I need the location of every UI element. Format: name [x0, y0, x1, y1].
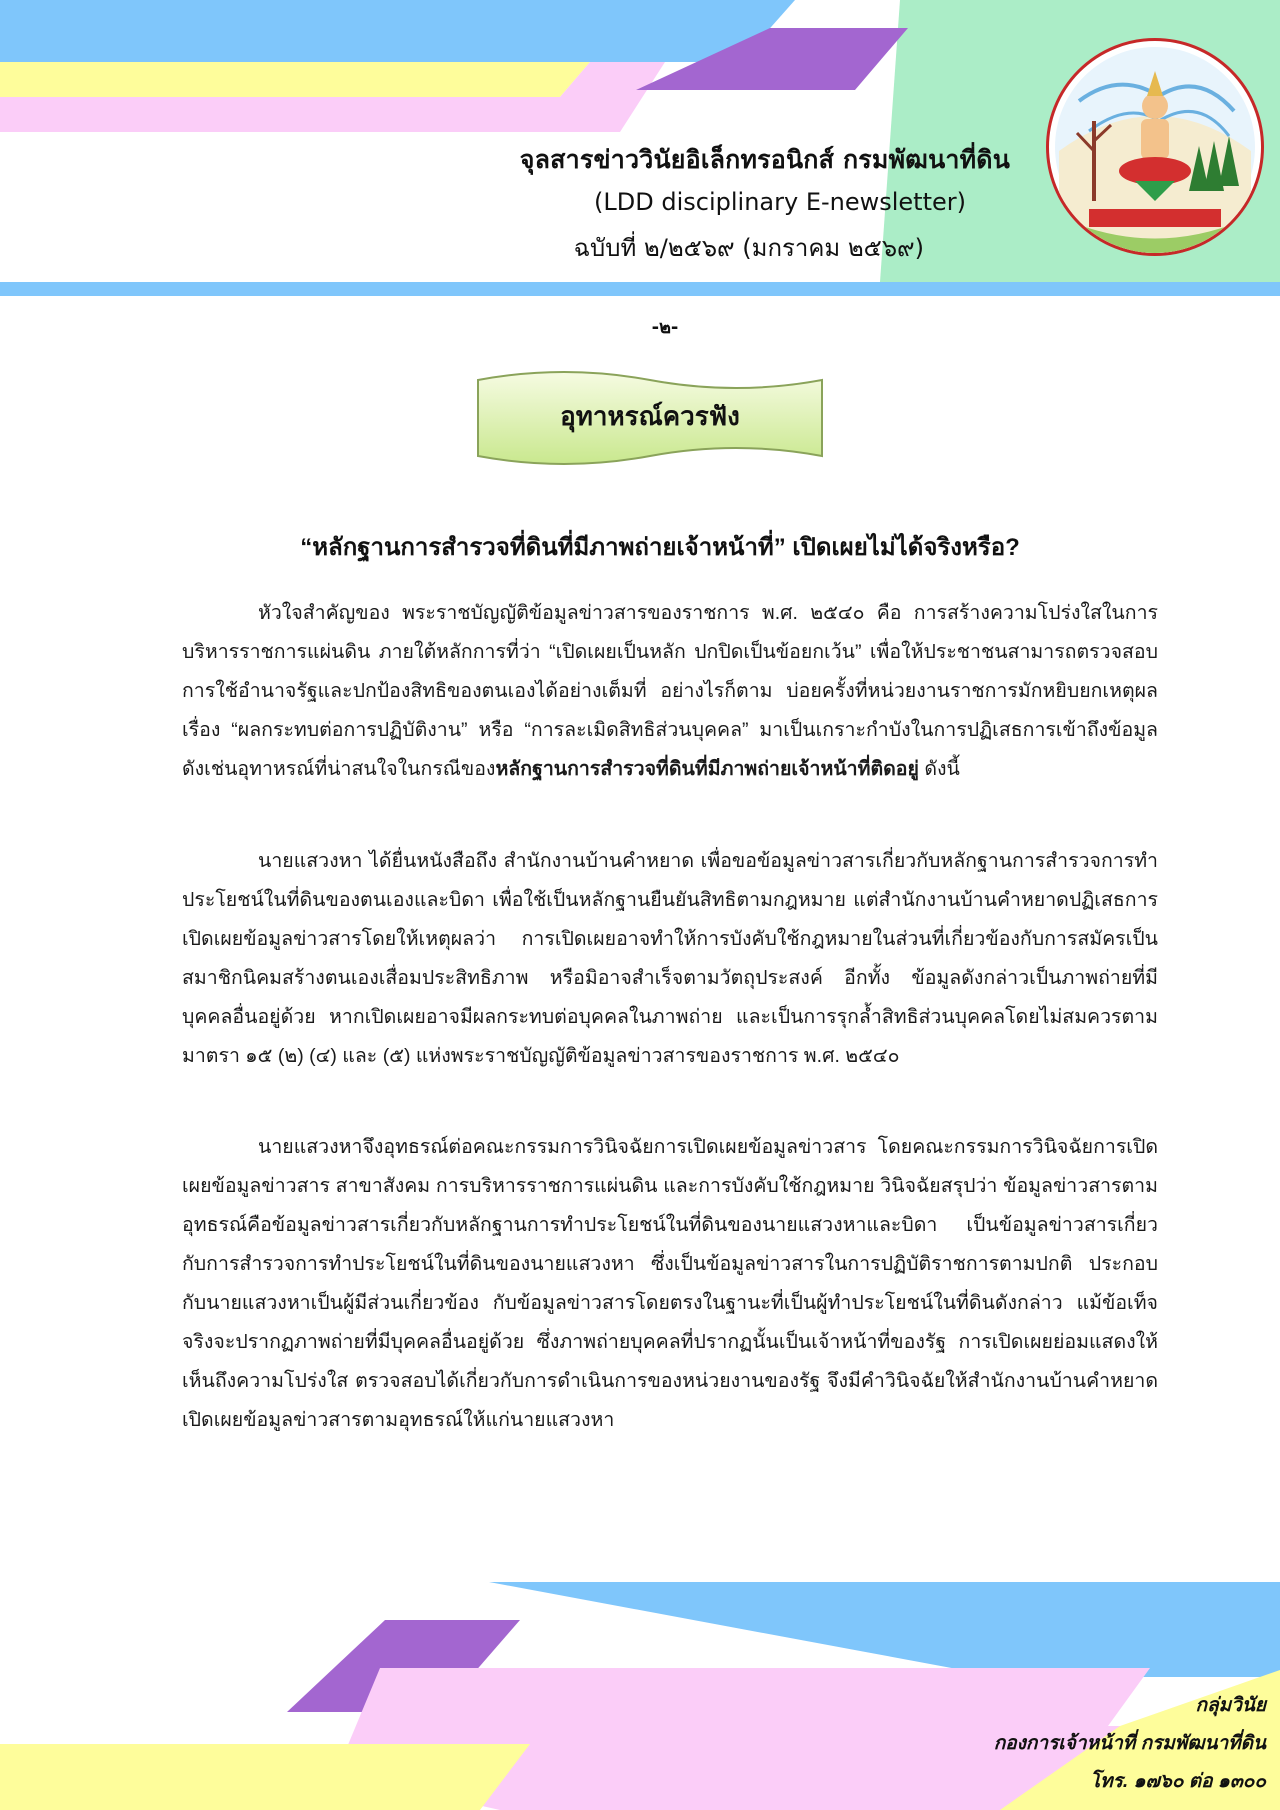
paragraph-intro: หัวใจสำคัญของ พระราชบัญญัติข้อมูลข่าวสารของราชการ พ.ศ. ๒๕๔๐ คือ การสร้างความโปร่งใสในการบริหารราชการแผ่นดิน ภายใต้หลักการที่ว่า “เปิดเผยเป็นหลัก ปกปิดเป็นข้อยกเว้น” เพื่อให้ประชาชนสามารถตรวจสอบการใช้อำนาจรัฐและปกป้องสิทธิของตนเองได้อย่างเต็มที่ อย่างไรก็ตาม บ่อยครั้งที่หน่วยงานราชการมักหยิบยกเหตุผลเรื่อง “ผลกระทบต่อการปฏิบัติงาน” หรือ “การละเมิดสิทธิส่วนบุคคล” มาเป็นเกราะกำบังในการปฏิเสธการเข้าถึงข้อมูล ดังเช่นอุทาหรณ์ที่น่าสนใจในกรณีของหลักฐานการสำรวจที่ดินที่มีภาพถ่ายเจ้าหน้าที่ติดอยู่ ดังนี้ [182, 602, 1158, 780]
footer-decoration [0, 1560, 1280, 1810]
seal-icon [1049, 41, 1261, 253]
newsletter-subtitle: (LDD disciplinary E-newsletter) [594, 188, 966, 216]
paragraph-ruling: นายแสวงหาจึงอุทธรณ์ต่อคณะกรรมการวินิจฉัยการเปิดเผยข้อมูลข่าวสาร โดยคณะกรรมการวินิจฉัยการเปิดเผยข้อมูลข่าวสาร สาขาสังคม การบริหารราชการแผ่นดิน และการบังคับใช้กฎหมาย วินิจฉัยสรุปว่า ข้อมูลข่าวสารตามอุทธรณ์คือข้อมูลข่าวสารเกี่ยวกับหลักฐานการทำประโยชน์ในที่ดินของนายแสวงหาและบิดา เป็นข้อมูลข่าวสารเกี่ยวกับการสำรวจการทำประโยชน์ในที่ดินของนายแสวงหา ซึ่งเป็นข้อมูลข่าวสารในการปฏิบัติราชการตามปกติ ประกอบกับนายแสวงหาเป็นผู้มีส่วนเกี่ยวข้อง กับข้อมูลข่าวสารโดยตรงในฐานะที่เป็นผู้ทำประโยชน์ในที่ดินดังกล่าว แม้ข้อเท็จจริงจะปรากฏภาพถ่ายที่มีบุคคลอื่นอยู่ด้วย ซึ่งภาพถ่ายบุคคลที่ปรากฏนั้นเป็นเจ้าหน้าที่ของรัฐ การเปิดเผยย่อมแสดงให้เห็นถึงความโปร่งใส ตรวจสอบได้เกี่ยวกับการดำเนินการของหน่วยงานของรัฐ จึงมีคำวินิจฉัยให้สำนักงานบ้านคำหยาดเปิดเผยข้อมูลข่าวสารตามอุทธรณ์ให้แก่นายแสวงหา [182, 1136, 1158, 1431]
section-banner-title: อุทาหรณ์ควรฟัง [560, 402, 740, 432]
footer-phone: โทร. ๑๗๖๐ ต่อ ๑๓๐๐ [1089, 1771, 1266, 1792]
highlighted-phrase: หลักฐานการสำรวจที่ดินที่มีภาพถ่ายเจ้าหน้าที่ติดอยู่ [495, 758, 919, 780]
footer-division-name: กองการเจ้าหน้าที่ กรมพัฒนาที่ดิน [993, 1733, 1266, 1754]
ldd-seal-logo [1046, 38, 1264, 256]
footer-group-name: กลุ่มวินัย [1195, 1695, 1266, 1716]
page-number: -๒- [651, 317, 679, 338]
paragraph-request: นายแสวงหา ได้ยื่นหนังสือถึง สำนักงานบ้านคำหยาด เพื่อขอข้อมูลข่าวสารเกี่ยวกับหลักฐานการสำรวจการทำประโยชน์ในที่ดินของตนเองและบิดา เพื่อใช้เป็นหลักฐานยืนยันสิทธิตามกฎหมาย แต่สำนักงานบ้านคำหยาดปฏิเสธการเปิดเผยข้อมูลข่าวสารโดยให้เหตุผลว่า การเปิดเผยอาจทำให้การบังคับใช้กฎหมายในส่วนที่เกี่ยวข้องกับการสมัครเป็นสมาชิกนิคมสร้างตนเองเสื่อมประสิทธิภาพ หรือมิอาจสำเร็จตามวัตถุประสงค์ อีกทั้ง ข้อมูลดังกล่าวเป็นภาพถ่ายที่มีบุคคลอื่นอยู่ด้วย หากเปิดเผยอาจมีผลกระทบต่อบุคคลในภาพถ่าย และเป็นการรุกล้ำสิทธิส่วนบุคคลโดยไม่สมควรตามมาตรา ๑๕ (๒) (๔) และ (๕) แห่งพระราชบัญญัติข้อมูลข่าวสารของราชการ พ.ศ. ๒๕๔๐ [182, 850, 1158, 1067]
issue-number: ฉบับที่ ๒/๒๕๖๙ (มกราคม ๒๕๖๙) [573, 234, 924, 262]
article-headline: “หลักฐานการสำรวจที่ดินที่มีภาพถ่ายเจ้าหน้าที่” เปิดเผยไม่ได้จริงหรือ? [300, 534, 1020, 561]
newsletter-title: จุลสารข่าววินัยอิเล็กทรอนิกส์ กรมพัฒนาที่ดิน [519, 145, 1010, 174]
